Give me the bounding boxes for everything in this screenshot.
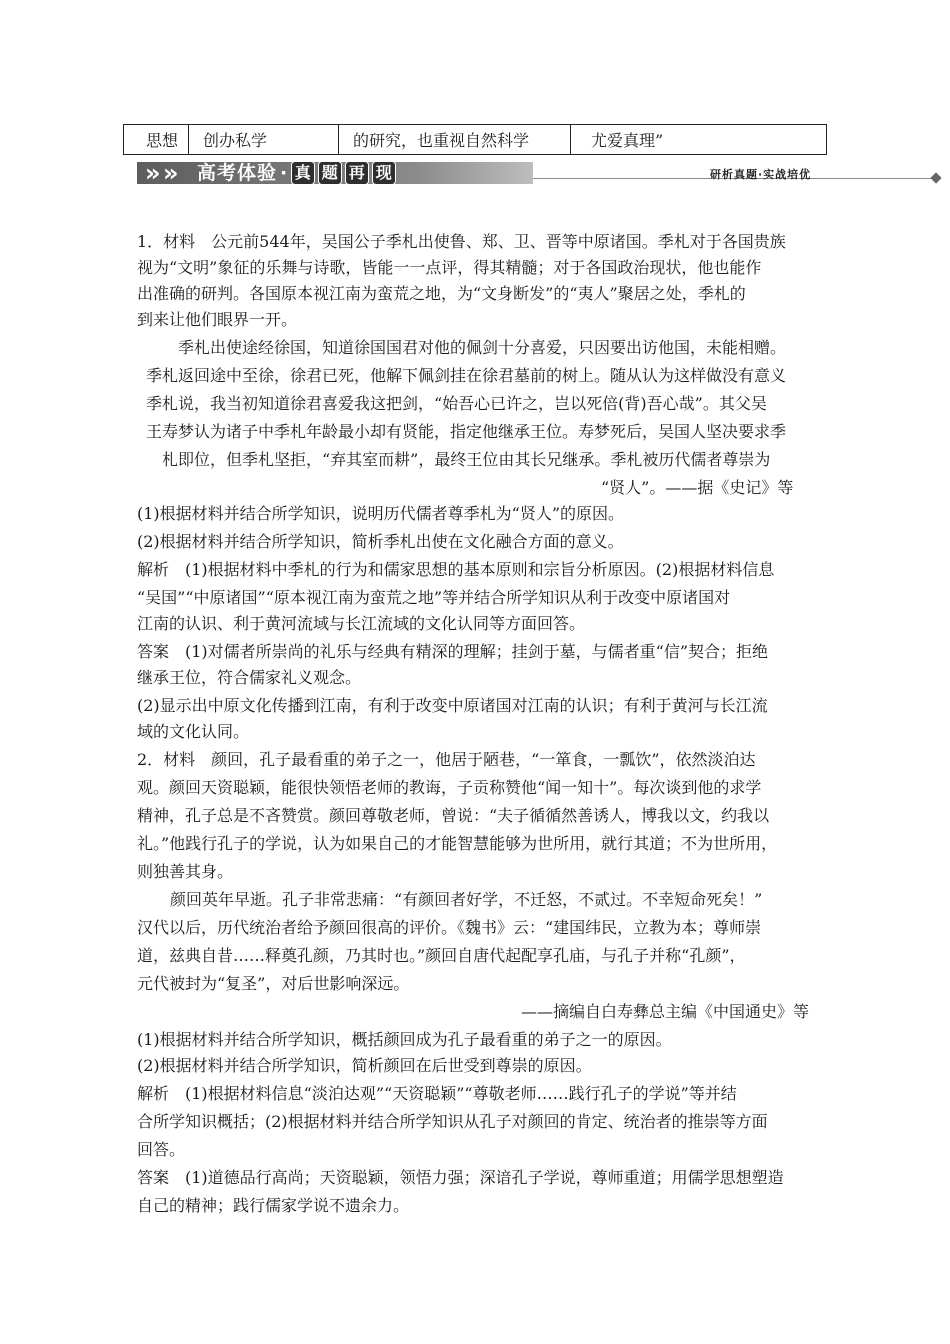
- diamond-icon: [930, 172, 941, 183]
- section-banner: [137, 158, 937, 190]
- boxed-char: 真: [291, 161, 315, 185]
- text-line: 视为“文明”象征的乐舞与诗歌，皆能一一点评，得其精髓；对于各国政治现状，他也能作: [137, 258, 762, 277]
- text-line: 道，兹典自昔……释奠孔颜，乃其时也。”颜回自唐代起配享孔庙，与孔子并称“孔颜”，: [137, 946, 746, 965]
- table-cell: 尤爱真理”: [571, 125, 827, 155]
- summary-table-row: [123, 124, 827, 155]
- section-title-text: 高考体验: [197, 162, 278, 184]
- text-line: 出准确的研判。各国原本视江南为蛮荒之地，为“文身断发”的“夷人”聚居之处，季札的: [137, 284, 746, 303]
- question-item: (1)根据材料并结合所学知识，说明历代儒者尊季札为“贤人”的原因。: [137, 504, 625, 523]
- text-line: 到来让他们眼界一开。: [137, 310, 298, 329]
- text-line: 2．材料 颜回，孔子最看重的弟子之一，他居于陋巷，“一箪食，一瓢饮”，依然淡泊达: [137, 750, 756, 769]
- question-item: (1)根据材料并结合所学知识，概括颜回成为孔子最看重的弟子之一的原因。: [137, 1030, 672, 1049]
- text-line: “贤人”。——据《史记》等: [601, 478, 794, 497]
- text-line: 礼。”他践行孔子的学说，认为如果自己的才能智慧能够为世所用，就行其道；不为世所用，: [137, 834, 778, 853]
- text-line: 季札说，我当初知道徐君喜爱我这把剑，“始吾心已许之，岂以死倍(背)吾心哉”。其父吴: [146, 394, 767, 413]
- section-title-dot: ·: [280, 162, 289, 184]
- text-line: 札即位，但季札坚拒，“弃其室而耕”，最终王位由其长兄继承。季札被历代儒者尊崇为: [162, 450, 771, 469]
- chevron-right-icon: »: [145, 159, 161, 187]
- table-cell: 创办私学: [189, 125, 339, 155]
- table-cell: 的研究，也重视自然科学: [339, 125, 571, 155]
- answer-line: 答案 (1)道德品行高尚；天资聪颖，领悟力强；深谙孔子学说，尊师重道；用儒学思想塑造: [137, 1168, 784, 1187]
- citation: ——摘编自白寿彝总主编《中国通史》等: [521, 1002, 810, 1021]
- text-line: 元代被封为“复圣”，对后世影响深远。: [137, 974, 410, 993]
- answer-line: 继承王位，符合儒家礼义观念。: [137, 668, 362, 687]
- analysis-line: “吴国”“中原诸国”“原本视江南为蛮荒之地”等并结合所学知识从利于改变中原诸国对: [137, 588, 731, 607]
- answer-line: 答案 (1)对儒者所崇尚的礼乐与经典有精深的理解；挂剑于墓，与儒者重“信”契合；拒绝: [137, 642, 769, 661]
- answer-line: (2)显示出中原文化传播到江南，有利于改变中原诸国对江南的认识；有利于黄河与长江流: [137, 696, 768, 715]
- text-line: 1．材料 公元前544年，吴国公子季札出使鲁、郑、卫、晋等中原诸国。季札对于各国贵族: [137, 232, 786, 251]
- text-line: 观。颜回天资聪颖，能很快领悟老师的教诲，子贡称赞他“闻一知十”。每次谈到他的求学: [137, 778, 762, 797]
- boxed-char: 现: [372, 161, 396, 185]
- question-item: (2)根据材料并结合所学知识，简析颜回在后世受到尊崇的原因。: [137, 1056, 592, 1075]
- chevron-right-icon: »: [163, 159, 179, 187]
- boxed-char: 再: [345, 161, 369, 185]
- answer-line: 域的文化认同。: [137, 722, 250, 741]
- text-line: 王寿梦认为诸子中季札年龄最小却有贤能，指定他继承王位。寿梦死后，吴国人坚决要求季: [146, 422, 787, 441]
- text-line: 颜回英年早逝。孔子非常悲痛：“有颜回者好学，不迁怒，不贰过。不幸短命死矣！”: [170, 890, 763, 909]
- text-line: 则独善其身。: [137, 862, 234, 881]
- analysis-line: 解析 (1)根据材料中季札的行为和儒家思想的基本原则和宗旨分析原因。(2)根据材料信息: [137, 560, 775, 579]
- text-line: 季札返回途中至徐，徐君已死，他解下佩剑挂在徐君墓前的树上。随从认为这样做没有意义: [146, 366, 787, 385]
- analysis-line: 回答。: [137, 1140, 186, 1159]
- analysis-line: 江南的认识、利于黄河流域与长江流域的文化认同等方面回答。: [137, 614, 586, 633]
- boxed-char: 题: [318, 161, 342, 185]
- text-line: 精神，孔子总是不吝赞赏。颜回尊敬老师，曾说：“夫子循循然善诱人，博我以文，约我以: [137, 806, 770, 825]
- section-subtitle: 研析真题·实战培优: [710, 168, 812, 181]
- table-cell: 思想: [124, 125, 189, 155]
- analysis-line: 合所学知识概括；(2)根据材料并结合所学知识从孔子对颜回的肯定、统治者的推崇等方面: [137, 1112, 768, 1131]
- table-row: [124, 125, 827, 155]
- analysis-line: 解析 (1)根据材料信息“淡泊达观”“天资聪颖”“尊敬老师……践行孔子的学说”等并结: [137, 1084, 737, 1103]
- text-line: 季札出使途经徐国，知道徐国国君对他的佩剑十分喜爱，只因要出访他国，未能相赠。: [178, 338, 787, 357]
- question-item: (2)根据材料并结合所学知识，简析季札出使在文化融合方面的意义。: [137, 532, 624, 551]
- section-title: [197, 161, 399, 185]
- answer-line: 自己的精神；践行儒家学说不遗余力。: [137, 1196, 410, 1215]
- text-line: 汉代以后，历代统治者给予颜回很高的评价。《魏书》云：“建国纬民，立教为本；尊师崇: [137, 918, 762, 937]
